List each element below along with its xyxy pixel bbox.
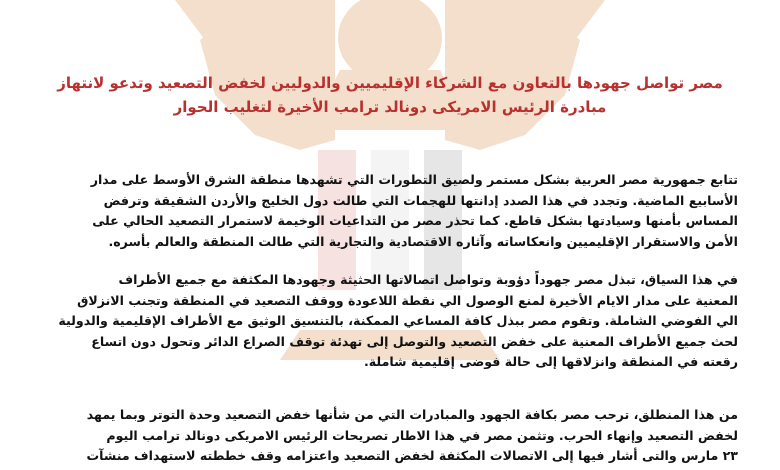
paragraph-1-line-2: الأسابيع الماضية. وتجدد في هذا الصدد إدانتها للهجمات التي طالت دول الخليج والأردن الشقيقة وترفض xyxy=(103,192,738,208)
paragraph-1-line-4: الأمن والاستقرار الإقليميين وانعكاساته وآثاره الاقتصادية والتجارية التي طالت المنطقة والعالم بأسره. xyxy=(108,233,738,249)
paragraph-2-line-1: في هذا السياق، تبذل مصر جهوداً دؤوبة وتواصل اتصالاتها الحثيثة وجهودها المكثفة مع جميع الأطراف xyxy=(118,272,738,287)
paragraph-1 xyxy=(90,170,738,252)
paragraph-2-line-3: الي الفوضي الشاملة. وتقوم مصر ببذل كافة المساعي الممكنة، بالتنسيق الوثيق مع الأطراف الإقليمية والدولية xyxy=(58,313,738,328)
paragraph-3-line-2: لخفض التصعيد وإنهاء الحرب. وتثمن مصر في هذا الاطار تصريحات الرئيس الامريكى دونالد ترامب اليوم xyxy=(106,427,738,443)
paragraph-2-line-2: المعنية على مدار الايام الأخيرة لمنع الوصول الي نقطة اللاعودة ووقف التصعيد في المنطقة وتجنب الانزلاق xyxy=(77,292,738,308)
paragraph-3-line-1: من هذا المنطلق، ترحب مصر بكافة الجهود والمبادرات التي من شأنها خفض التصعيد وحدة التوتر وبما يمهد xyxy=(86,407,738,422)
paragraph-1-line-3: المساس بأمنها وسيادتها بشكل قاطع. كما تحذر مصر من التداعيات الوخيمة لاستمرار التصعيد الحالي على xyxy=(92,213,738,228)
paragraph-2 xyxy=(58,270,738,373)
paragraph-2-line-4: لحث جميع الأطراف المعنية على خفض التصعيد والتوصل إلى تهدئة توقف الصراع الدائر وتحول دون اتساع xyxy=(91,333,738,349)
paragraph-2-line-5: رقعته في المنطقة وانزلاقها إلى حالة فوضى إقليمية شاملة. xyxy=(364,354,738,369)
headline-line-1: مصر تواصل جهودها بالتعاون مع الشركاء الإقليميين والدوليين لخفض التصعيد وتدعو لانتهاز xyxy=(57,74,723,92)
headline-line-2: مبادرة الرئيس الامريكى دونالد ترامب الأخيرة لتغليب الحوار xyxy=(173,98,607,116)
paragraph-3-line-3: ٢٣ مارس والتى أشار فيها إلى الاتصالات المكثفة لخفض التصعيد واعتزامه وقف خططته لاستهداف منشآت xyxy=(86,448,738,463)
paragraph-3 xyxy=(86,405,738,467)
paragraph-1-line-1: تتابع جمهورية مصر العربية بشكل مستمر ولصيق التطورات التي تشهدها منطقة الشرق الأوسط على مدار xyxy=(90,172,738,187)
